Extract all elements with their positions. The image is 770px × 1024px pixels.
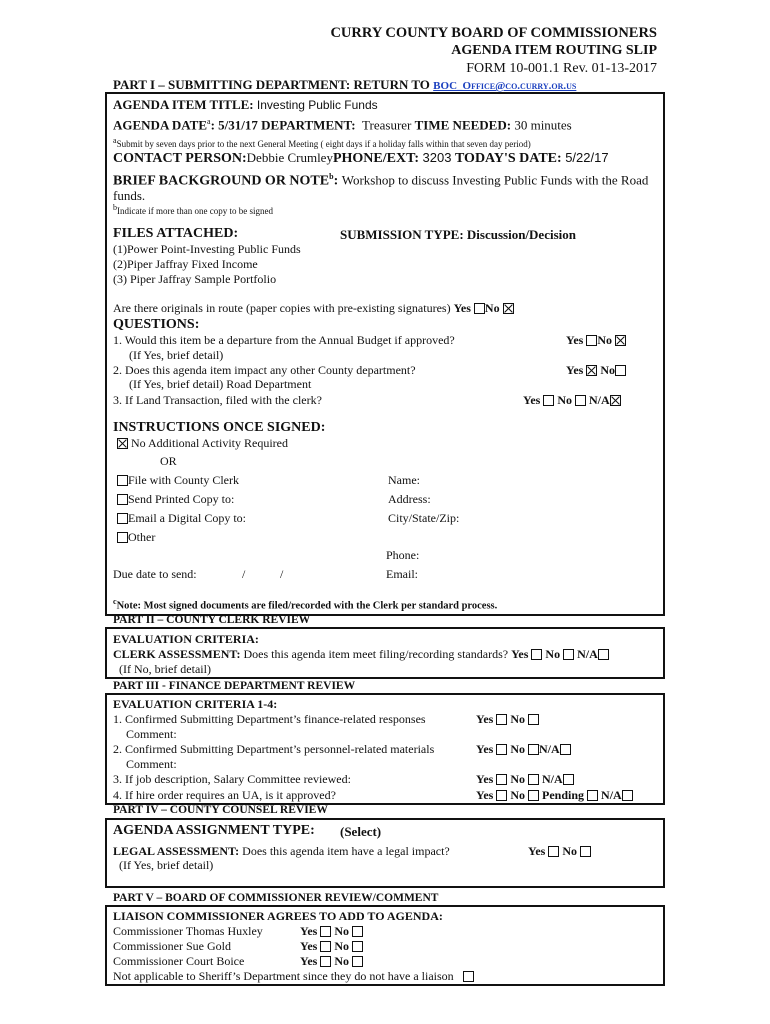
form-title: AGENDA ITEM ROUTING SLIP [451,43,657,58]
na-label: N/A [542,772,563,786]
background-value-2[interactable]: funds. [113,188,146,203]
question-3: 3. If Land Transaction, filed with the clerk? [113,393,322,407]
legal-no-checkbox[interactable] [580,846,591,857]
background-value-1[interactable]: Workshop to discuss Investing Public Funds with the Road [341,172,649,188]
background-label: BRIEF BACKGROUND OR NOTE [113,173,330,189]
c3-yes-checkbox[interactable] [496,774,507,785]
assignment-type-label: AGENDA ASSIGNMENT TYPE: [113,823,315,838]
na-label: N/A [589,393,610,407]
q1-no-checkbox[interactable] [615,335,626,346]
email-copy-checkbox[interactable] [117,513,128,524]
yes-label: Yes [476,712,494,726]
no-label: No [510,788,526,802]
c1-comment: Comment: [126,727,177,741]
no-additional-row [117,436,288,451]
phone-label: PHONE/EXT: [332,151,420,166]
c2-yes-checkbox[interactable] [496,744,507,755]
footnote-b-text: Indicate if more than one copy to be signed [117,206,273,216]
other-label: Other [128,530,156,544]
commissioner-3-answers [300,954,363,969]
background-colon: : [333,173,339,189]
yes-label: Yes [476,788,494,802]
c3-na-checkbox[interactable] [563,774,574,785]
send-printed-label: Send Printed Copy to: [128,492,235,506]
originals-row [113,301,514,316]
c2-no-checkbox[interactable] [528,744,539,755]
footnote-a-sup: a [113,136,117,145]
due-date-slash: / [280,567,284,581]
no-label: No [334,924,350,938]
email-field-label: Email: [386,567,418,581]
time-needed-label: TIME NEEDED: [414,117,512,133]
q1-answers [566,333,626,348]
q3-answers [523,393,621,408]
email-copy-row [117,511,246,526]
no-label: No [484,301,500,315]
q3-no-checkbox[interactable] [575,395,586,406]
yes-label: Yes [523,393,541,407]
yes-label: Yes [511,647,529,661]
background-row [113,172,648,190]
no-label: No [557,393,573,407]
na-label: N/A [577,647,598,661]
c4-yes-checkbox[interactable] [496,790,507,801]
no-label: No [510,712,526,726]
q2-detail: (If Yes, brief detail) Road Department [129,377,312,391]
c1-yes-checkbox[interactable] [496,714,507,725]
other-checkbox[interactable] [117,532,128,543]
agenda-title-value[interactable]: Investing Public Funds [256,98,378,112]
agenda-date-label: AGENDA DATE [113,117,208,133]
question-2: 2. Does this agenda item impact any other County department? [113,363,416,377]
agenda-title-label: AGENDA ITEM TITLE: [113,97,254,112]
clerk-yes-checkbox[interactable] [531,649,542,660]
clerk-detail: (If No, brief detail) [119,662,211,676]
c4-no-checkbox[interactable] [528,790,539,801]
send-printed-row [117,492,234,507]
c1-no-checkbox[interactable] [528,714,539,725]
agenda-date-row [113,117,572,133]
yes-label: Yes [566,363,584,377]
footnote-b [113,203,273,216]
files-label: FILES ATTACHED: [113,226,239,241]
today-label: TODAY'S DATE: [454,151,562,166]
filing-note-sup: c [113,597,117,606]
form-number: FORM 10-001.1 Rev. 01-13-2017 [466,61,657,76]
file-clerk-label: File with County Clerk [128,473,239,487]
pending-label: Pending [542,788,585,802]
legal-detail: (If Yes, brief detail) [119,858,214,872]
part1-heading-text: PART I – SUBMITTING DEPARTMENT: RETURN TO [113,77,430,92]
contact-row [113,150,609,167]
part3-heading: PART III - FINANCE DEPARTMENT REVIEW [113,680,356,692]
send-printed-checkbox[interactable] [117,494,128,505]
q2-yes-checkbox[interactable] [586,365,597,376]
no-label: No [334,954,350,968]
org-title: CURRY COUNTY BOARD OF COMMISSIONERS [330,25,657,41]
part5-heading: PART V – BOARD OF COMMISSIONER REVIEW/COMMENT [113,892,439,904]
return-email-link[interactable]: BOC_Office@co.curry.or.us [433,80,577,92]
gold-yes-checkbox[interactable] [320,941,331,952]
yes-label: Yes [300,924,318,938]
name-field-label: Name: [388,473,420,487]
agenda-date-sup: a [207,117,211,126]
legal-yes-checkbox[interactable] [548,846,559,857]
commissioner-1-answers [300,924,363,939]
na-label: N/A [539,742,560,756]
footnote-a-text: Submit by seven days prior to the next General Meeting ( eight days if a holiday falls within that seven day period) [116,139,531,149]
q2-no-checkbox[interactable] [615,365,626,376]
yes-label: Yes [528,844,546,858]
other-row [117,530,155,545]
gold-no-checkbox[interactable] [352,941,363,952]
legal-assessment-label: LEGAL ASSESSMENT: [113,844,240,858]
q2-answers [566,363,626,378]
commissioner-name: Commissioner Thomas Huxley [113,924,263,938]
no-label: No [562,844,578,858]
originals-no-checkbox[interactable] [503,303,514,314]
finance-criterion-1: 1. Confirmed Submitting Department’s finance-related responses [113,712,426,726]
c4-answers [476,788,633,803]
submission-type: SUBMISSION TYPE: Discussion/Decision [340,227,576,242]
yes-label: Yes [476,772,494,786]
sheriff-row [113,969,474,984]
originals-yes-checkbox[interactable] [474,303,485,314]
part2-heading: PART II – COUNTY CLERK REVIEW [113,614,311,626]
file-clerk-checkbox[interactable] [117,475,128,486]
today-value[interactable]: 5/22/17 [565,150,609,165]
sheriff-na-checkbox[interactable] [463,971,474,982]
na-label: N/A [601,788,622,802]
legal-assessment-question: Does this agenda item have a legal impact? [242,844,450,858]
c3-no-checkbox[interactable] [528,774,539,785]
q3-yes-checkbox[interactable] [543,395,554,406]
agenda-date-value[interactable]: : 5/31/17 [210,117,258,133]
contact-label: CONTACT PERSON: [113,151,247,166]
part2-criteria: EVALUATION CRITERIA: [113,632,259,646]
no-additional-label: No Additional Activity Required [131,436,288,450]
citystatezip-field-label: City/State/Zip: [388,511,460,525]
c4-pending-checkbox[interactable] [587,790,598,801]
c2-na-checkbox[interactable] [560,744,571,755]
finance-criterion-2: 2. Confirmed Submitting Department’s personnel-related materials [113,742,435,756]
assignment-type-select[interactable]: (Select) [340,824,382,839]
legal-assessment-row [113,844,450,859]
file-item: (1)Power Point-Investing Public Funds [113,242,301,256]
clerk-no-checkbox[interactable] [563,649,574,660]
liaison-label: LIAISON COMMISSIONER AGREES TO ADD TO AGENDA: [113,909,443,923]
yes-label: Yes [300,954,318,968]
q1-yes-checkbox[interactable] [586,335,597,346]
yes-label: Yes [300,939,318,953]
no-additional-checkbox[interactable] [117,438,128,449]
phone-field-label: Phone: [386,548,420,562]
originals-question: Are there originals in route (paper copies with pre-existing signatures) [113,301,451,315]
commissioner-name: Commissioner Sue Gold [113,939,232,953]
finance-criterion-4: 4. If hire order requires an UA, is it approved? [113,788,336,802]
no-label: No [510,742,526,756]
huxley-yes-checkbox[interactable] [320,926,331,937]
filing-note-text: Note: Most signed documents are filed/recorded with the Clerk per standard process. [116,600,498,612]
clerk-assessment-question: Does this agenda item meet filing/recording standards? [243,647,509,661]
footnote-b-sup: b [113,203,117,212]
c3-answers [476,772,574,787]
c1-answers [476,712,539,727]
clerk-assessment-label: CLERK ASSESSMENT: [113,647,241,661]
question-1: 1. Would this item be a departure from the Annual Budget if approved? [113,333,455,347]
background-sup: b [329,172,334,181]
clerk-na-checkbox[interactable] [598,649,609,660]
department-value[interactable]: Treasurer [362,117,412,133]
part3-criteria: EVALUATION CRITERIA 1-4: [113,697,278,711]
footnote-a [113,136,531,149]
address-field-label: Address: [388,492,431,506]
file-item: (2)Piper Jaffray Fixed Income [113,257,258,271]
sheriff-note: Not applicable to Sheriff’s Department since they do not have a liaison [113,969,454,983]
no-label: No [600,363,616,377]
part4-heading: PART IV – COUNTY COUNSEL REVIEW [113,804,328,816]
no-label: No [510,772,526,786]
boice-no-checkbox[interactable] [352,956,363,967]
no-label: No [597,333,613,347]
agenda-title-row [113,97,378,113]
legal-answers [528,844,591,859]
instructions-label: INSTRUCTIONS ONCE SIGNED: [113,420,326,435]
file-item: (3) Piper Jaffray Sample Portfolio [113,272,277,286]
no-label: No [545,647,561,661]
department-label: DEPARTMENT: [261,117,356,133]
q3-na-checkbox[interactable] [610,395,621,406]
finance-criterion-3: 3. If job description, Salary Committee reviewed: [113,772,351,786]
or-label: OR [160,454,177,468]
c4-na-checkbox[interactable] [622,790,633,801]
no-label: No [334,939,350,953]
file-clerk-row [117,473,239,488]
commissioner-name: Commissioner Court Boice [113,954,245,968]
clerk-assessment-row [113,647,609,662]
boice-yes-checkbox[interactable] [320,956,331,967]
filing-note [113,597,497,612]
phone-value[interactable]: 3203 [422,150,452,165]
q1-detail: (If Yes, brief detail) [129,348,224,362]
commissioner-2-answers [300,939,363,954]
part1-heading [113,77,576,93]
email-copy-label: Email a Digital Copy to: [128,511,246,525]
huxley-no-checkbox[interactable] [352,926,363,937]
due-date-slash: / [242,567,246,581]
c2-comment: Comment: [126,757,177,771]
yes-label: Yes [476,742,494,756]
yes-label: Yes [566,333,584,347]
yes-label: Yes [453,301,471,315]
time-needed-value[interactable]: 30 minutes [514,117,572,133]
due-date-label: Due date to send: [113,567,197,581]
contact-value[interactable]: Debbie Crumley [246,150,333,165]
questions-label: QUESTIONS: [113,317,200,332]
c2-answers [476,742,571,757]
